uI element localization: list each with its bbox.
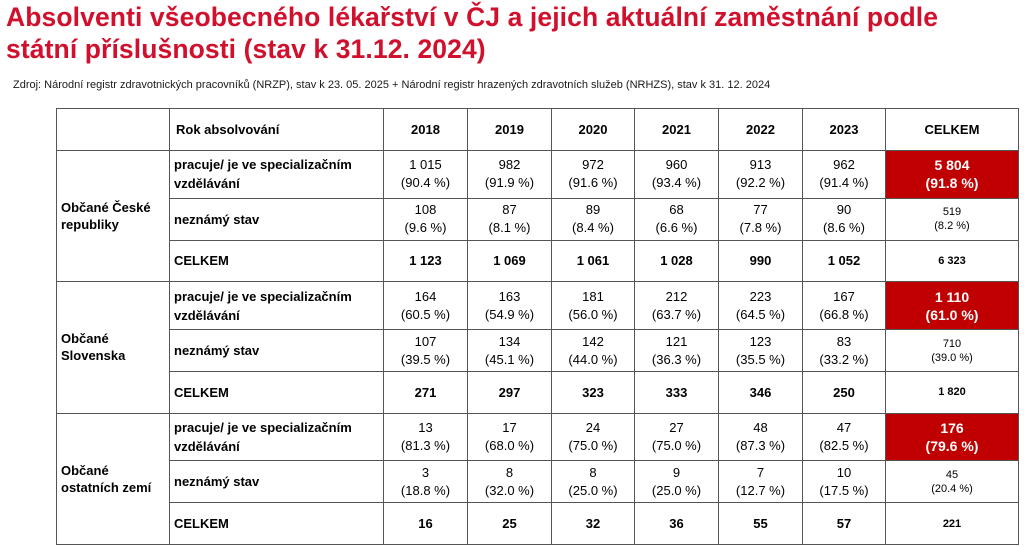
value-percent: (33.2 %)	[819, 351, 869, 367]
value-percent: (9.6 %)	[404, 220, 447, 236]
total-percent: (61.0 %)	[925, 306, 979, 323]
value-cell	[803, 151, 886, 199]
header-year: 2019	[468, 109, 552, 151]
value-count: 142	[582, 333, 604, 349]
value-cell	[468, 413, 552, 461]
value-cell	[468, 282, 552, 330]
total-value-cell: 1 123	[384, 240, 468, 282]
value-percent: (91.4 %)	[819, 175, 869, 191]
value-count: 164	[414, 288, 437, 304]
value-cell	[384, 282, 468, 330]
value-cell	[384, 198, 468, 240]
total-percent: (39.0 %)	[931, 351, 973, 364]
value-count: 212	[665, 288, 688, 304]
header-year: 2018	[384, 109, 468, 151]
source-note: Zdroj: Národní registr zdravotnických pracovníků (NRZP), stav k 23. 05. 2025 + Národní registr hrazených zdravotních služeb (NRHZS), stav k 31. 12. 2024	[13, 79, 771, 91]
value-cell	[635, 413, 719, 461]
group-label-other-citizens: Občané ostatních zemí	[57, 413, 170, 544]
total-value-cell: 57	[803, 503, 886, 545]
total-value-cell: 271	[384, 371, 468, 413]
value-count: 48	[753, 420, 768, 436]
table-row-unknown	[57, 461, 1019, 503]
value-count: 13	[418, 420, 433, 436]
value-cell	[803, 413, 886, 461]
value-count: 87	[502, 202, 517, 218]
value-count: 1 015	[409, 157, 442, 173]
value-count: 68	[669, 202, 684, 218]
value-count: 982	[498, 157, 521, 173]
value-count: 3	[421, 464, 430, 480]
value-cell	[719, 198, 803, 240]
value-cell	[635, 198, 719, 240]
total-value-cell: 36	[635, 503, 719, 545]
value-count: 163	[498, 288, 521, 304]
value-count: 24	[585, 420, 601, 436]
value-cell	[552, 330, 635, 372]
value-percent: (45.1 %)	[484, 351, 535, 367]
value-count: 8	[589, 464, 597, 480]
value-cell	[384, 413, 468, 461]
table-row-working	[57, 151, 1019, 199]
header-year: 2021	[635, 109, 719, 151]
row-label-unknown: neznámý stav	[170, 198, 384, 240]
value-cell	[468, 198, 552, 240]
value-count: 7	[756, 464, 765, 480]
value-cell	[719, 282, 803, 330]
grand-total-cell: 221	[886, 503, 1019, 545]
graduates-table	[56, 108, 1019, 545]
value-count: 89	[585, 202, 601, 218]
total-value-cell: 55	[719, 503, 803, 545]
value-count: 960	[665, 157, 688, 173]
value-count: 107	[414, 333, 437, 349]
table-row-total	[57, 371, 1019, 413]
value-percent: (93.4 %)	[651, 175, 702, 191]
value-percent: (17.5 %)	[819, 482, 869, 498]
row-label-unknown: neznámý stav	[170, 330, 384, 372]
row-label-unknown: neznámý stav	[170, 461, 384, 503]
value-cell	[552, 151, 635, 199]
value-count: 223	[749, 288, 772, 304]
value-cell	[384, 151, 468, 199]
value-cell	[468, 461, 552, 503]
value-percent: (75.0 %)	[651, 438, 702, 454]
table-row-unknown	[57, 330, 1019, 372]
value-count: 27	[669, 420, 684, 436]
total-count: 5 804	[934, 157, 970, 174]
value-percent: (35.5 %)	[735, 351, 786, 367]
value-count: 108	[414, 202, 437, 218]
value-percent: (68.0 %)	[484, 438, 535, 454]
value-percent: (91.9 %)	[484, 175, 535, 191]
row-label-total: CELKEM	[170, 240, 384, 282]
total-value-cell: 990	[719, 240, 803, 282]
total-value-cell: 323	[552, 371, 635, 413]
value-percent: (25.0 %)	[651, 482, 702, 498]
header-year: 2023	[803, 109, 886, 151]
header-total: CELKEM	[886, 109, 1019, 151]
value-count: 83	[836, 333, 852, 349]
value-count: 972	[582, 157, 604, 173]
value-percent: (87.3 %)	[735, 438, 786, 454]
total-count: 45	[945, 468, 959, 481]
row-label-working: pracuje/ je ve specializačním vzdělávání	[170, 413, 384, 461]
value-count: 181	[582, 288, 604, 304]
total-percent: (91.8 %)	[925, 175, 979, 192]
value-count: 90	[836, 202, 852, 218]
table-row-unknown	[57, 198, 1019, 240]
total-value-cell: 297	[468, 371, 552, 413]
value-percent: (8.1 %)	[488, 220, 531, 236]
value-percent: (8.6 %)	[823, 220, 865, 236]
row-label-working: pracuje/ je ve specializačním vzdělávání	[170, 282, 384, 330]
value-percent: (66.8 %)	[819, 306, 869, 322]
total-unknown	[886, 330, 1019, 372]
value-count: 10	[836, 464, 852, 480]
total-working-highlight	[886, 151, 1019, 199]
value-cell	[384, 461, 468, 503]
total-count: 176	[940, 420, 964, 437]
total-value-cell: 1 061	[552, 240, 635, 282]
value-percent: (32.0 %)	[484, 482, 535, 498]
value-percent: (25.0 %)	[568, 482, 618, 498]
table-row-total	[57, 240, 1019, 282]
total-count: 710	[942, 337, 962, 350]
value-count: 123	[749, 333, 772, 349]
value-percent: (63.7 %)	[651, 306, 702, 322]
value-percent: (7.8 %)	[739, 220, 782, 236]
total-percent: (8.2 %)	[934, 220, 970, 233]
value-count: 77	[753, 202, 768, 218]
total-value-cell: 1 028	[635, 240, 719, 282]
total-percent: (79.6 %)	[925, 438, 979, 455]
value-cell	[803, 330, 886, 372]
value-cell	[803, 461, 886, 503]
total-unknown	[886, 461, 1019, 503]
value-percent: (75.0 %)	[568, 438, 618, 454]
total-unknown	[886, 198, 1019, 240]
value-cell	[468, 151, 552, 199]
value-count: 17	[502, 420, 517, 436]
value-cell	[635, 330, 719, 372]
value-cell	[635, 282, 719, 330]
value-percent: (60.5 %)	[400, 306, 451, 322]
total-working-highlight	[886, 413, 1019, 461]
value-percent: (56.0 %)	[568, 306, 618, 322]
value-count: 134	[498, 333, 521, 349]
header-year: 2022	[719, 109, 803, 151]
header-corner	[57, 109, 170, 151]
value-count: 8	[505, 464, 514, 480]
value-cell	[803, 198, 886, 240]
value-percent: (39.5 %)	[400, 351, 451, 367]
total-value-cell: 346	[719, 371, 803, 413]
total-value-cell: 25	[468, 503, 552, 545]
group-label-czech-citizens: Občané České republiky	[57, 151, 170, 282]
value-percent: (12.7 %)	[735, 482, 786, 498]
value-percent: (91.6 %)	[568, 175, 618, 191]
value-cell	[719, 413, 803, 461]
value-cell	[552, 198, 635, 240]
total-value-cell: 32	[552, 503, 635, 545]
value-cell	[719, 330, 803, 372]
value-count: 121	[665, 333, 688, 349]
value-cell	[552, 461, 635, 503]
value-percent: (82.5 %)	[819, 438, 869, 454]
page-title: Absolventi všeobecného lékařství v ČJ a jejich aktuální zaměstnání podle státní příslušnosti (stav k 31.12. 2024)	[6, 2, 939, 64]
total-count: 519	[942, 206, 962, 219]
total-working-highlight	[886, 282, 1019, 330]
total-value-cell: 333	[635, 371, 719, 413]
value-percent: (54.9 %)	[484, 306, 535, 322]
header-year: 2020	[552, 109, 635, 151]
value-percent: (90.4 %)	[400, 175, 451, 191]
table-header-row	[57, 109, 1019, 151]
table-row-working	[57, 413, 1019, 461]
table-row-total	[57, 503, 1019, 545]
grand-total-cell: 1 820	[886, 371, 1019, 413]
grand-total-cell: 6 323	[886, 240, 1019, 282]
value-count: 9	[672, 464, 681, 480]
value-cell	[719, 461, 803, 503]
row-label-working: pracuje/ je ve specializačním vzdělávání	[170, 151, 384, 199]
value-count: 167	[833, 288, 855, 304]
value-percent: (36.3 %)	[651, 351, 702, 367]
value-percent: (92.2 %)	[735, 175, 786, 191]
value-cell	[384, 330, 468, 372]
total-value-cell: 1 052	[803, 240, 886, 282]
value-percent: (64.5 %)	[735, 306, 786, 322]
value-percent: (81.3 %)	[400, 438, 451, 454]
value-percent: (44.0 %)	[568, 351, 618, 367]
row-label-total: CELKEM	[170, 503, 384, 545]
value-cell	[719, 151, 803, 199]
header-year-label: Rok absolvování	[170, 109, 384, 151]
value-cell	[635, 461, 719, 503]
value-cell	[468, 330, 552, 372]
group-label-slovak-citizens: Občané Slovenska	[57, 282, 170, 413]
total-percent: (20.4 %)	[931, 482, 973, 495]
row-label-total: CELKEM	[170, 371, 384, 413]
total-value-cell: 250	[803, 371, 886, 413]
value-count: 47	[836, 420, 852, 436]
table-row-working	[57, 282, 1019, 330]
value-cell	[635, 151, 719, 199]
value-percent: (8.4 %)	[572, 220, 614, 236]
total-value-cell: 1 069	[468, 240, 552, 282]
value-cell	[552, 413, 635, 461]
value-count: 913	[749, 157, 772, 173]
total-value-cell: 16	[384, 503, 468, 545]
value-cell	[803, 282, 886, 330]
value-percent: (6.6 %)	[655, 220, 698, 236]
value-percent: (18.8 %)	[400, 482, 451, 498]
total-count: 1 110	[934, 288, 970, 305]
value-count: 962	[833, 157, 855, 173]
value-cell	[552, 282, 635, 330]
